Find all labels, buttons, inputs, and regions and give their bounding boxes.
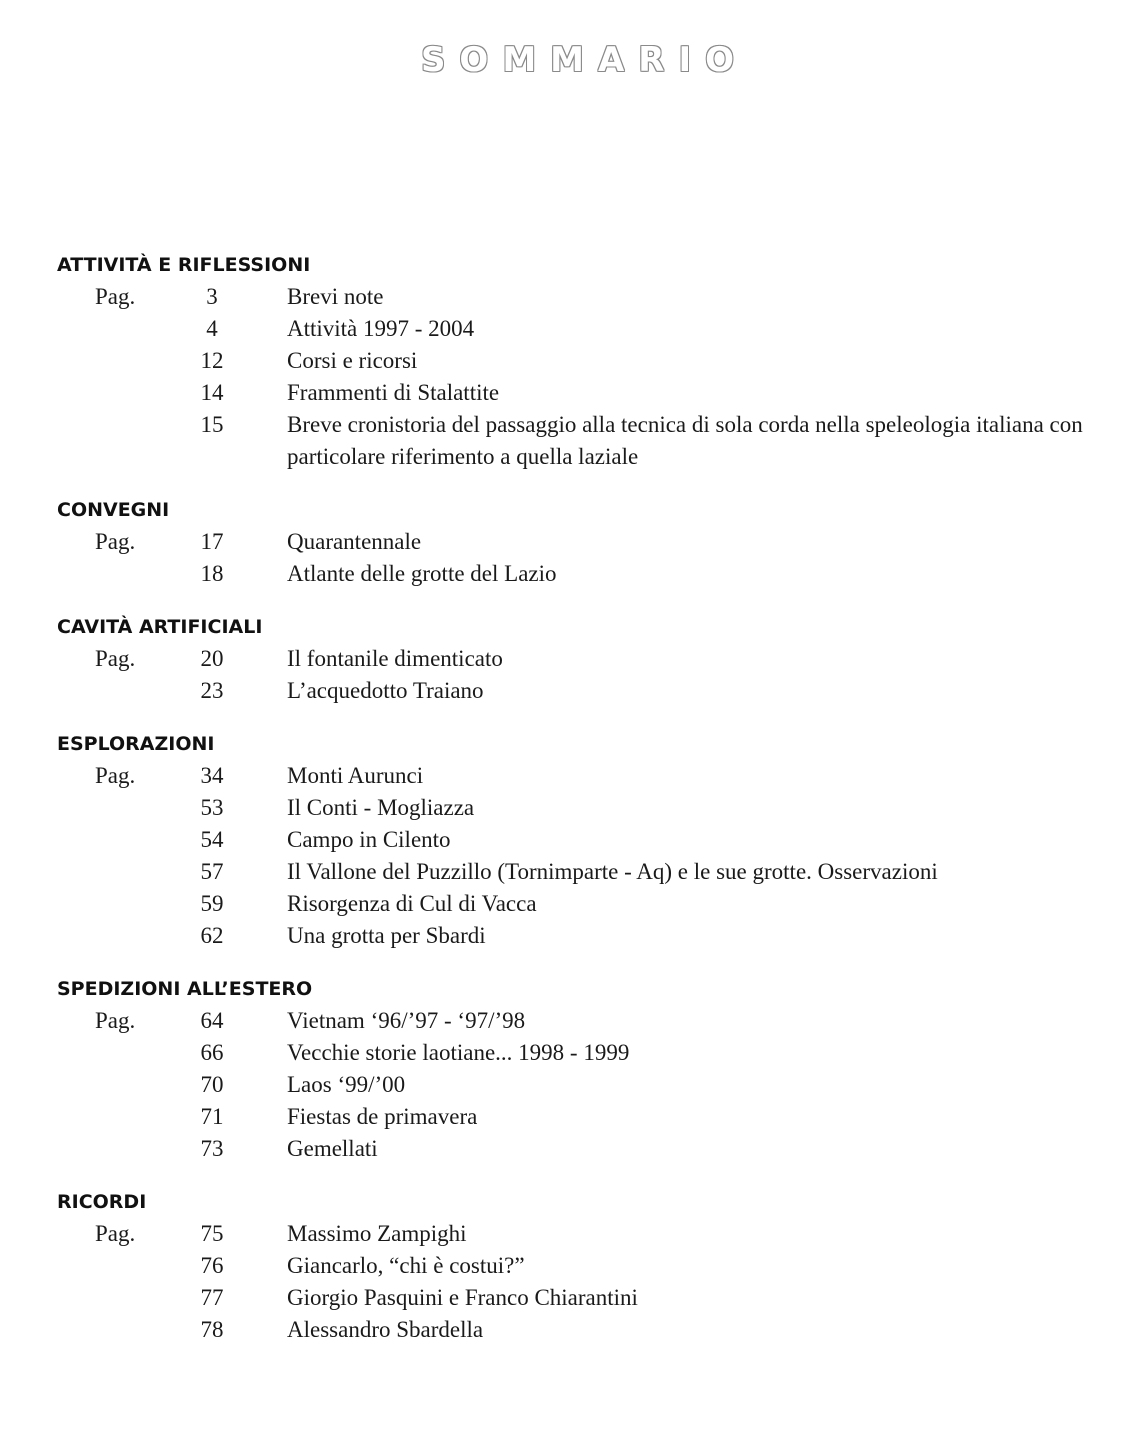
toc-entry[interactable] — [57, 760, 1097, 792]
toc-entry[interactable] — [57, 1218, 1097, 1250]
toc-entry[interactable] — [57, 1314, 1097, 1346]
toc-entry[interactable] — [57, 888, 1097, 920]
page-number: 78 — [200, 1317, 224, 1342]
entry-title: Frammenti di Stalattite — [287, 380, 500, 405]
page-number: 3 — [206, 284, 218, 309]
toc-entry[interactable] — [57, 856, 1097, 888]
toc-entry[interactable] — [57, 1101, 1097, 1133]
section-cavita-artificiali — [57, 614, 1097, 707]
page-number: 15 — [200, 412, 224, 437]
page-number: 73 — [200, 1136, 224, 1161]
page-number: 20 — [200, 646, 224, 671]
toc-entry[interactable] — [57, 824, 1097, 856]
entry-title: Il fontanile dimenticato — [287, 646, 503, 671]
entry-title: Una grotta per Sbardi — [287, 923, 486, 948]
entry-title: Vecchie storie laotiane... 1998 - 1999 — [287, 1040, 630, 1065]
entry-title: Vietnam ‘96/’97 - ‘97/’98 — [287, 1008, 526, 1033]
table-of-contents — [57, 252, 1097, 1346]
entry-title: Quarantennale — [287, 529, 422, 554]
entry-title: Corsi e ricorsi — [287, 348, 418, 373]
page-number: 70 — [200, 1072, 224, 1097]
entry-title: Giancarlo, “chi è costui?” — [287, 1253, 525, 1278]
entry-title: Gemellati — [287, 1136, 378, 1161]
toc-entry[interactable] — [57, 409, 1097, 473]
entry-title: Monti Aurunci — [287, 763, 424, 788]
page-number: 71 — [200, 1104, 224, 1129]
entry-title: Atlante delle grotte del Lazio — [287, 561, 557, 586]
section-esplorazioni — [57, 731, 1097, 952]
pag-label: Pag. — [95, 284, 136, 309]
page-number: 23 — [200, 678, 224, 703]
page-number: 66 — [200, 1040, 224, 1065]
entry-title: Brevi note — [287, 284, 384, 309]
page-number: 62 — [200, 923, 224, 948]
pag-label: Pag. — [95, 646, 136, 671]
entry-title: Laos ‘99/’00 — [287, 1072, 406, 1097]
entry-title: Breve cronistoria del passaggio alla tecnica di sola corda nella speleologia italiana con particolare riferimento a quella laziale — [287, 412, 1083, 469]
entry-title: Fiestas de primavera — [287, 1104, 478, 1129]
toc-entry[interactable] — [57, 377, 1097, 409]
page-number: 14 — [200, 380, 224, 405]
page-number: 77 — [200, 1285, 224, 1310]
page-number: 64 — [200, 1008, 224, 1033]
page-number: 53 — [200, 795, 224, 820]
page-number: 75 — [200, 1221, 224, 1246]
page-number: 76 — [200, 1253, 224, 1278]
page-number: 54 — [200, 827, 224, 852]
page-number: 17 — [200, 529, 224, 554]
entry-title: Risorgenza di Cul di Vacca — [287, 891, 537, 916]
toc-entry[interactable] — [57, 345, 1097, 377]
page-number: 57 — [200, 859, 224, 884]
section-heading: SPEDIZIONI ALL’ESTERO — [57, 978, 313, 1000]
section-ricordi — [57, 1189, 1097, 1346]
entry-title: Il Conti - Mogliazza — [287, 795, 475, 820]
section-heading: RICORDI — [57, 1191, 147, 1213]
toc-entry[interactable] — [57, 1069, 1097, 1101]
toc-entry[interactable] — [57, 1250, 1097, 1282]
page-number: 12 — [200, 348, 224, 373]
section-convegni — [57, 497, 1097, 590]
page-title: SOMMARIO — [420, 40, 749, 80]
toc-entry[interactable] — [57, 792, 1097, 824]
entry-title: Massimo Zampighi — [287, 1221, 467, 1246]
toc-entry[interactable] — [57, 1133, 1097, 1165]
section-attivita-e-riflessioni — [57, 252, 1097, 473]
toc-entry[interactable] — [57, 920, 1097, 952]
entry-title: Campo in Cilento — [287, 827, 451, 852]
toc-entry[interactable] — [57, 1282, 1097, 1314]
entry-title: Giorgio Pasquini e Franco Chiarantini — [287, 1285, 638, 1310]
toc-entry[interactable] — [57, 1005, 1097, 1037]
pag-label: Pag. — [95, 529, 136, 554]
page-number: 59 — [200, 891, 224, 916]
entry-title: Il Vallone del Puzzillo (Tornimparte - Aq) e le sue grotte. Osservazioni — [287, 859, 938, 884]
toc-entry[interactable] — [57, 558, 1097, 590]
page-number: 34 — [200, 763, 224, 788]
section-heading: ESPLORAZIONI — [57, 733, 215, 755]
section-heading: CONVEGNI — [57, 499, 170, 521]
toc-entry[interactable] — [57, 643, 1097, 675]
toc-entry[interactable] — [57, 526, 1097, 558]
section-heading: CAVITÀ ARTIFICIALI — [57, 616, 263, 638]
section-spedizioni-all-estero — [57, 976, 1097, 1165]
section-heading: ATTIVITÀ E RIFLESSIONI — [57, 254, 311, 276]
toc-entry[interactable] — [57, 1037, 1097, 1069]
toc-entry[interactable] — [57, 313, 1097, 345]
page-number: 18 — [200, 561, 224, 586]
toc-entry[interactable] — [57, 675, 1097, 707]
pag-label: Pag. — [95, 1008, 136, 1033]
pag-label: Pag. — [95, 1221, 136, 1246]
entry-title: Alessandro Sbardella — [287, 1317, 484, 1342]
pag-label: Pag. — [95, 763, 136, 788]
toc-entry[interactable] — [57, 281, 1097, 313]
page-number: 4 — [206, 316, 218, 341]
entry-title: Attività 1997 - 2004 — [287, 316, 475, 341]
entry-title: L’acquedotto Traiano — [287, 678, 484, 703]
